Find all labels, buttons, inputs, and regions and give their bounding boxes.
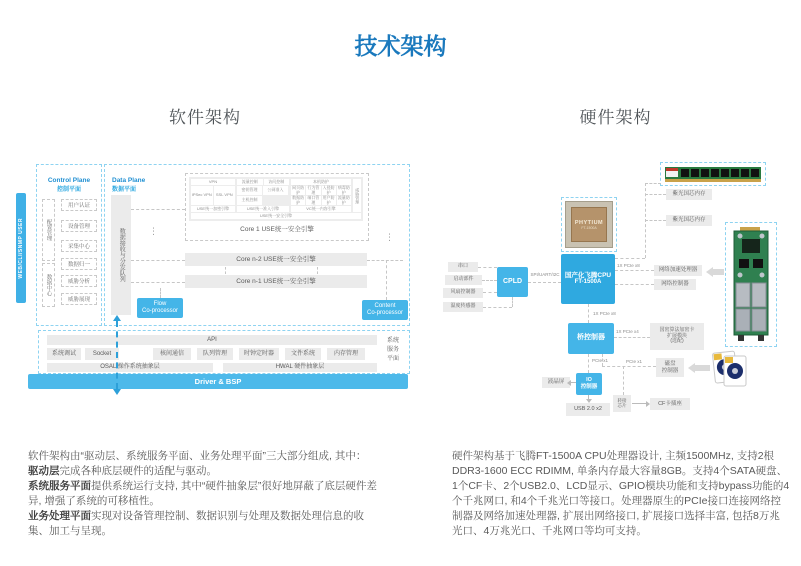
- flow-coprocessor-line1: Flow: [153, 300, 167, 307]
- cpu-chip-brand: PHYTIUM: [574, 219, 604, 226]
- core-n2-row: Core n-2 USE统一安全引擎: [185, 253, 367, 266]
- acl-items: [237, 186, 289, 205]
- control-plane-title-cn-text: 控制平面: [56, 187, 81, 193]
- acl-group: [237, 179, 289, 212]
- service-plane-label-2: 服务: [386, 347, 399, 353]
- sw-desc-bold-2: 驱动层: [28, 465, 60, 477]
- service-plane-label-3: 平面: [386, 356, 399, 362]
- acl-headers: [237, 179, 289, 185]
- content-coprocessor-line2: Co-processor: [366, 310, 403, 316]
- adapter-chip-line1: 转接: [617, 397, 627, 403]
- sw-desc-bold-3: 系统服务平面: [28, 480, 91, 492]
- flow-up-connector: [160, 288, 161, 298]
- bridge-controller-box: 桥控制器: [568, 323, 614, 354]
- pcie-x1-down-label: PCIe x1: [592, 358, 609, 363]
- module-mem: 内存管理: [327, 348, 365, 360]
- access-control-header: 访问控制: [264, 179, 290, 185]
- acl-item-2: 公网准入: [263, 186, 288, 195]
- ram-module-art: [665, 167, 761, 182]
- core-row-connector-2: [317, 267, 318, 274]
- boot-part-box: 启动部件: [445, 275, 482, 285]
- page-title: 技术架构: [354, 33, 447, 59]
- service-plane: [38, 330, 410, 374]
- vpn-footer: USE统一加密引擎: [191, 206, 235, 212]
- arrow-down-icon: [113, 389, 121, 395]
- cpu-chip-frame: [565, 201, 613, 248]
- flow-coprocessor-line2: Co-processor: [141, 308, 178, 314]
- hardware-heading: 硬件架构: [579, 108, 652, 127]
- right-ellipsis: ⋮: [385, 232, 394, 242]
- data-plane-title-en-text: Data Plane: [112, 177, 146, 184]
- control-item-6: 威胁展现: [61, 293, 97, 305]
- boot-cpld-line: [482, 280, 497, 281]
- ram-stub-line: [645, 183, 661, 184]
- left-ellipsis: ⋮: [149, 226, 158, 236]
- module-queue: 队列管理: [197, 348, 233, 360]
- io-controller-box: [576, 373, 602, 395]
- disk-controller-box: [656, 358, 684, 377]
- core1-columns: [191, 179, 361, 212]
- cpu-chip-die: [571, 207, 607, 242]
- dispatch-queue: [111, 195, 131, 315]
- cpu-chip-model: FT-1500A: [581, 225, 597, 230]
- host-header: 本机防护: [291, 179, 351, 185]
- content-up-connector: [386, 260, 387, 300]
- adapter-chip-line2: 芯片: [617, 402, 627, 408]
- disk-arrow-head-icon: [688, 363, 695, 373]
- io-controller-line1: IO: [586, 377, 592, 384]
- sata-disk-image: [712, 350, 748, 390]
- ssl-vpn-box: SSL VPN: [214, 186, 236, 205]
- host-item-7: 用户防护: [322, 195, 335, 205]
- bridge-io-line: [588, 354, 589, 373]
- bridge-crypto-line: [614, 337, 650, 338]
- queue-core1-connector: [131, 209, 185, 210]
- hardware-description: 硬件架构基于飞腾FT-1500A CPU处理器设计, 主频1500MHz, 支持2根DDR3-1600 ECC RDIMM, 单条内存最大容量8GB。支持4个SATA硬盘、1个CF卡、2个USB2.0、LCD显示、GPIO模块功能和支持bypass功能的4个千兆网口, 和4个千兆光口等接口。处理器原生的PCIe接口连接网络控制器及网络加速处理器, 扩展出网络接口, 扩展接口选择丰富, 包括8万兆光口、4万兆光口、千兆网口等均可支持。: [452, 450, 790, 537]
- acl-footer: USE统一准入引擎: [237, 206, 289, 212]
- control-plane-title-cn: [37, 178, 101, 196]
- module-ipc: 核间通信: [153, 348, 191, 360]
- host-item-5: 数据防护: [292, 195, 305, 205]
- core-n1-row: Core n-1 USE统一安全引擎: [185, 275, 367, 288]
- cf-line: [632, 403, 646, 404]
- module-debug: 系统调试: [47, 348, 81, 360]
- queue-coren2-connector: [131, 260, 185, 261]
- core1-engine-panel: [189, 177, 363, 221]
- data-plane-title-cn-text: 数据平面: [112, 187, 137, 193]
- control-item-3: 采集中心: [61, 240, 97, 252]
- sw-desc-line-3: [28, 479, 384, 509]
- cpld-box: CPLD: [497, 267, 528, 297]
- acl-item-1: 密钥管理: [237, 186, 262, 195]
- fan-cpld-line: [483, 292, 497, 293]
- host-item-3: 入侵防护: [322, 185, 335, 195]
- crypto-card-line2: 扩展模块: [666, 332, 687, 339]
- sw-desc-bold-4: 业务处理平面: [28, 510, 91, 522]
- core1-caption: Core 1 USE统一安全引擎: [240, 226, 314, 233]
- content-coprocessor: [362, 300, 408, 320]
- memory1-stub-line: [645, 194, 666, 195]
- cpld-temp-vline: [512, 297, 513, 307]
- cpu-netctrl-line: [615, 284, 654, 285]
- cpu-box: [561, 254, 615, 304]
- cpld-cpu-line: [528, 282, 561, 283]
- pcie-x8-down-label: 1X PCIe x8: [593, 311, 616, 316]
- host-item-1: 网页防护: [292, 185, 305, 195]
- temp-sensor-box: 温度传感器: [443, 302, 483, 312]
- sata-disk-art: [712, 350, 748, 390]
- software-heading: 软件架构: [169, 108, 241, 127]
- serial-port-box: 串口: [448, 262, 478, 272]
- network-card-art: [730, 227, 772, 342]
- host-item-6: 端口管理: [307, 195, 320, 205]
- module-socket: Socket: [85, 348, 119, 360]
- acl-item-3: 主机控制: [237, 196, 262, 205]
- sw-desc-text-2: 完成各种底层硬件的适配与驱动。: [59, 465, 217, 477]
- lcd-arrow-icon: [567, 380, 571, 386]
- sw-desc-text-4: 实现对设备管理控制、数据识别与处理及数据处理信息的收集、加工与呈现。: [28, 510, 364, 537]
- crypto-card-box: [650, 323, 704, 350]
- io-controller-line2: 控制器: [580, 384, 598, 390]
- disk-arrow-body: [695, 365, 710, 371]
- disk-ctrl-line: [602, 366, 656, 367]
- adapter-chip-box: [613, 395, 631, 412]
- api-bar: API: [47, 335, 377, 345]
- core-row-connector-1: [225, 267, 226, 274]
- data-plane: [104, 164, 410, 326]
- fan-controller-box: 风扇控制器: [443, 288, 483, 298]
- crypto-card-line1: 国密算法加密卡: [659, 327, 695, 334]
- memory2-stub-line: [645, 220, 666, 221]
- sw-desc-text-3: 提供系统运行支持, 其中“硬件抽象层”很好地屏蔽了底层硬件差异, 增强了系统的可移植性。: [28, 480, 377, 507]
- ram-module-image: [660, 162, 766, 186]
- sw-desc-line-1: [28, 449, 384, 464]
- flow-coprocessor: [137, 298, 183, 318]
- control-item-4: 数据归一: [61, 258, 97, 270]
- vpn-group: [191, 179, 235, 212]
- pcie-x4-label: 1X PCIe x4: [616, 329, 639, 334]
- core1-block: [185, 173, 369, 241]
- traffic-control-header: 流量控制: [237, 179, 263, 185]
- coren2-right-connector: [367, 260, 403, 261]
- serial-cpld-line: [478, 267, 497, 268]
- cpu-box-line2: FT-1500A: [574, 279, 602, 286]
- cpu-bridge-line: [588, 304, 589, 323]
- sw-desc-line-2: [28, 464, 384, 479]
- host-footer: VC统一内容引擎: [291, 206, 351, 212]
- network-card-image: [725, 222, 777, 347]
- netcard-arrow-head-icon: [706, 267, 713, 277]
- control-item-2: 设备管理: [61, 220, 97, 232]
- vpn-header: VPN: [191, 179, 235, 185]
- control-item-1: 用户认证: [61, 199, 97, 211]
- user-access-bar-label: WEB/CLI/SNMP USER: [18, 217, 24, 279]
- cf-socket-box: CF卡插座: [650, 398, 690, 410]
- module-timer: 时钟定时器: [239, 348, 279, 360]
- cpu-box-line1: 国产化飞腾CPU: [564, 271, 612, 279]
- memory-box-1: 紫光国芯内存: [666, 189, 712, 200]
- adapter-vline: [623, 366, 624, 395]
- core1-bottom-bar: USE统一安全引擎: [191, 213, 361, 219]
- driver-bsp-bar: Driver & BSP: [28, 374, 408, 389]
- control-plane-title-en-text: Control Plane: [47, 177, 91, 184]
- disk-controller-line2: 控制器: [661, 367, 679, 374]
- netcard-arrow-body: [713, 269, 724, 275]
- dispatch-queue-label: 数据接收与分发队列: [118, 228, 125, 282]
- ipsec-vpn-box: IPSec VPN: [191, 186, 213, 205]
- user-access-bar: [16, 193, 26, 303]
- cpu-netaccel-line: [615, 270, 654, 271]
- host-item-8: 流量防护: [337, 195, 350, 205]
- threat-mgmt-side-box: 威胁管理: [353, 179, 361, 212]
- control-plane: [36, 164, 102, 326]
- pcie-x8-right-label: 1X PCIe x8: [617, 263, 640, 268]
- host-items: [291, 186, 351, 205]
- memory-box-2: 紫光国芯内存: [666, 215, 712, 226]
- data-plane-title-cn: [112, 178, 136, 196]
- sw-desc-text-1: 软件架构由“驱动层、系统服务平面、业务处理平面”三大部分组成, 其中：: [28, 450, 367, 462]
- data-center-group-label: 数据中心: [42, 263, 55, 307]
- software-description: [28, 449, 384, 539]
- queue-coren1-connector: [131, 282, 185, 283]
- content-coprocessor-line1: Content: [374, 302, 396, 309]
- osal-bar: OSAL 操作系统抽象层: [47, 363, 213, 372]
- host-item-2: 行为管理: [307, 185, 320, 195]
- sw-desc-line-4: [28, 509, 384, 539]
- lcd-box: 液晶屏: [542, 377, 570, 388]
- disk-controller-line1: 磁盘: [664, 361, 676, 368]
- control-item-5: 威胁分析: [61, 275, 97, 287]
- cpu-memory-stub-line: [615, 258, 645, 259]
- vpn-items: [191, 186, 235, 205]
- crypto-card-line3: (选配): [670, 338, 684, 345]
- host-item-4: 病毒防护: [337, 185, 350, 195]
- usb-box: USB 2.0 x2: [566, 403, 610, 416]
- service-plane-label: [381, 337, 405, 364]
- net-ctrl-box: 网络控制器: [654, 279, 696, 290]
- module-fs: 文件系统: [285, 348, 321, 360]
- cpld-cpu-bus-label: SPI/UART/I2C: [530, 272, 560, 277]
- pcie-x1-right-label: PCIe x1: [626, 359, 643, 364]
- config-mgmt-group-label: 配置管理: [42, 199, 55, 261]
- net-accel-box: 网络加速处理器: [654, 265, 702, 276]
- temp-cpld-line: [483, 307, 512, 308]
- hwal-bar: HWAL 硬件抽象层: [223, 363, 377, 372]
- cpu-chip-image: [561, 197, 617, 252]
- host-group: [291, 179, 351, 212]
- service-plane-label-1: 系统: [386, 338, 399, 344]
- plane-arrow-line: [116, 321, 118, 389]
